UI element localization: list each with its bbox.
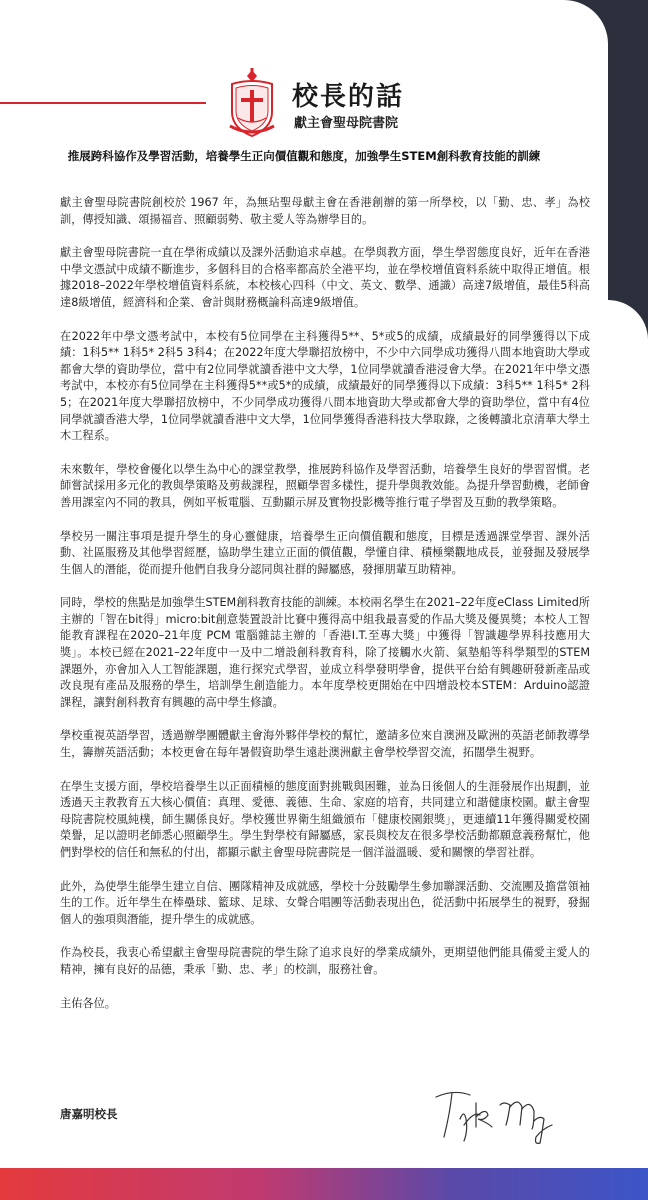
header-rule bbox=[0, 102, 206, 104]
page-subtitle: 推展跨科協作及學習活動，培養學生正向價值觀和態度，加強學生STEM創科教育技能的訓練 bbox=[67, 149, 541, 163]
paragraph: 學校重視英語學習，透過辦學團體獻主會海外夥伴學校的幫忙，邀請多位來自澳洲及歐洲的英語老師教導學生，籌辦英語活動；本校更會在每年暑假資助學生遠赴澳洲獻主會學校學習交流，拓闊學生視野。 bbox=[60, 729, 590, 760]
school-crest-icon bbox=[224, 68, 280, 138]
paragraph: 作為校長，我衷心希望獻主會聖母院書院的學生除了追求良好的學業成績外，更期望他們能具備愛主愛人的精神，擁有良好的品德，秉承「勤、忠、孝」的校訓，服務社會。 bbox=[60, 946, 590, 976]
signature-image bbox=[430, 1085, 560, 1145]
letter-body bbox=[60, 195, 590, 1029]
paper-sheet-right bbox=[608, 300, 648, 1168]
paragraph: 此外，為使學生能學生建立自信、團隊精神及成就感，學校十分鼓勵學生參加聯課活動、交流團及擔當領袖生的工作。近年學生在棒壘球、籃球、足球、女聲合唱團等活動表現出色，從活動中拓展學生的視野，發掘個人的強項與潛能，提升學生的成就感。 bbox=[60, 879, 590, 926]
paragraph: 獻主會聖母院書院一直在學術成績以及課外活動追求卓越。在學與教方面，學生學習態度良好，近年在香港中學文憑試中成績不斷進步，多個科目的合格率都高於全港平均，並在學校增值資料系統中取得正增值。根據2018–2022年學校增值資料系統，本校核心四科（中文、英文、數學、通識）高達7級增值，最佳5科高達8級增值，經濟科和企業、會計與財務概論科高達9級增值。 bbox=[60, 246, 590, 309]
paragraph: 獻主會聖母院書院創校於 1967 年，為無玷聖母獻主會在香港創辦的第一所學校，以「勤、忠、孝」為校訓，傳授知識、頌揚福音、照顧弱勢、敬主愛人等為辦學目的。 bbox=[60, 196, 590, 226]
paragraph: 未來數年，學校會優化以學生為中心的課堂教學，推展跨科協作及學習活動，培養學生良好的學習習慣。老師嘗試採用多元化的教與學策略及剪裁課程，照顧學習多樣性，提升學與教效能。為提升學習動機，老師會善用課室內不同的教具，例如平板電腦、互動顯示屏及實物投影機等推行電子學習及互動的教學策略。 bbox=[60, 462, 590, 509]
paragraph: 同時，學校的焦點是加強學生STEM創科教育技能的訓練。本校兩名學生在2021–22年度eClass Limited所主辦的「智在bit得」micro:bit創意裝置設計比賽中獲得高中組我最喜愛的作品大獎及優異獎；本校人工智能教育課程在2020–21年度 PCM 電腦雜誌主辦的「香港I.T.至專大獎」中獲得「智識趣學界科技應用大獎」。本校已經在2021–22年度中一及中二增設創科教育科，除了接觸水火箭、氣墊船等科學類型的STEM課題外，亦會加入人工智能課題，進行探究式學習，並成立科學發明學會，提供平台給有興趣研發新產品或改良現有產品及服務的學生，培訓學生創造能力。本年度學校更開始在中四增設校本STEM：Arduino認證課程，讓對創科教育有興趣的高中學生修讀。 bbox=[60, 596, 590, 709]
school-name: 獻主會聖母院書院 bbox=[294, 116, 399, 131]
closing-blessing: 主佑各位。 bbox=[60, 996, 116, 1010]
paragraph: 學校另一關注事項是提升學生的身心靈健康，培養學生正向價值觀和態度，目標是透過課堂學習、課外活動、社區服務及其他學習經歷，協助學生建立正面的價值觀，學懂自律、積極樂觀地成長，並發掘及發展學生個人的潛能，從而提升他們自我身分認同與社群的歸屬感，發揮朋輩互助精神。 bbox=[60, 529, 590, 576]
paragraph: 在學生支援方面，學校培養學生以正面積極的態度面對挑戰與困難，並為日後個人的生涯發展作出規劃，並透過天主教教育五大核心價值：真理、愛德、義德、生命、家庭的培育，共同建立和諧健康校園。獻主會聖母院書院校風純樸，師生關係良好。學校獲世界衛生組織頒布「健康校園銀獎」，更連續11年獲得關愛校園榮譽，足以證明老師悉心照顧學生。學生對學校有歸屬感，家長與校友在很多學校活動都願意義務幫忙，他們對學校的信任和無私的付出，都顯示獻主會聖母院書院是一個洋溢溫暖、愛和關懷的學習社群。 bbox=[60, 779, 590, 859]
page-title: 校長的話 bbox=[292, 82, 405, 112]
paragraph: 在2022年中學文憑考試中，本校有5位同學在主科獲得5**、5*或5的成績，成績最好的同學獲得以下成績：1科5** 1科5* 2科5 3科4；在2022年度大學聯招放榜中，不少中六同學成功獲得八間本地資助大學或都會大學的資助學位，當中有2位同學就讀香港中文大學，1位同學就讀香港浸會大學。在2021年中學文憑考試中，本校亦有5位同學在主科獲得5**或5*的成績，成績最好的同學獲得以下成績：3科5** 1科5* 2科5；在2021年度大學聯招放榜中，不少同學成功獲得八間本地資助大學或都會大學的資助學位，當中有4位同學就讀香港大學，1位同學就讀香港中文大學，1位同學獲得香港科技大學取錄，之後轉讀北京清華大學土木工程系。 bbox=[60, 329, 590, 443]
principal-name: 唐嘉明校長 bbox=[60, 1107, 118, 1121]
